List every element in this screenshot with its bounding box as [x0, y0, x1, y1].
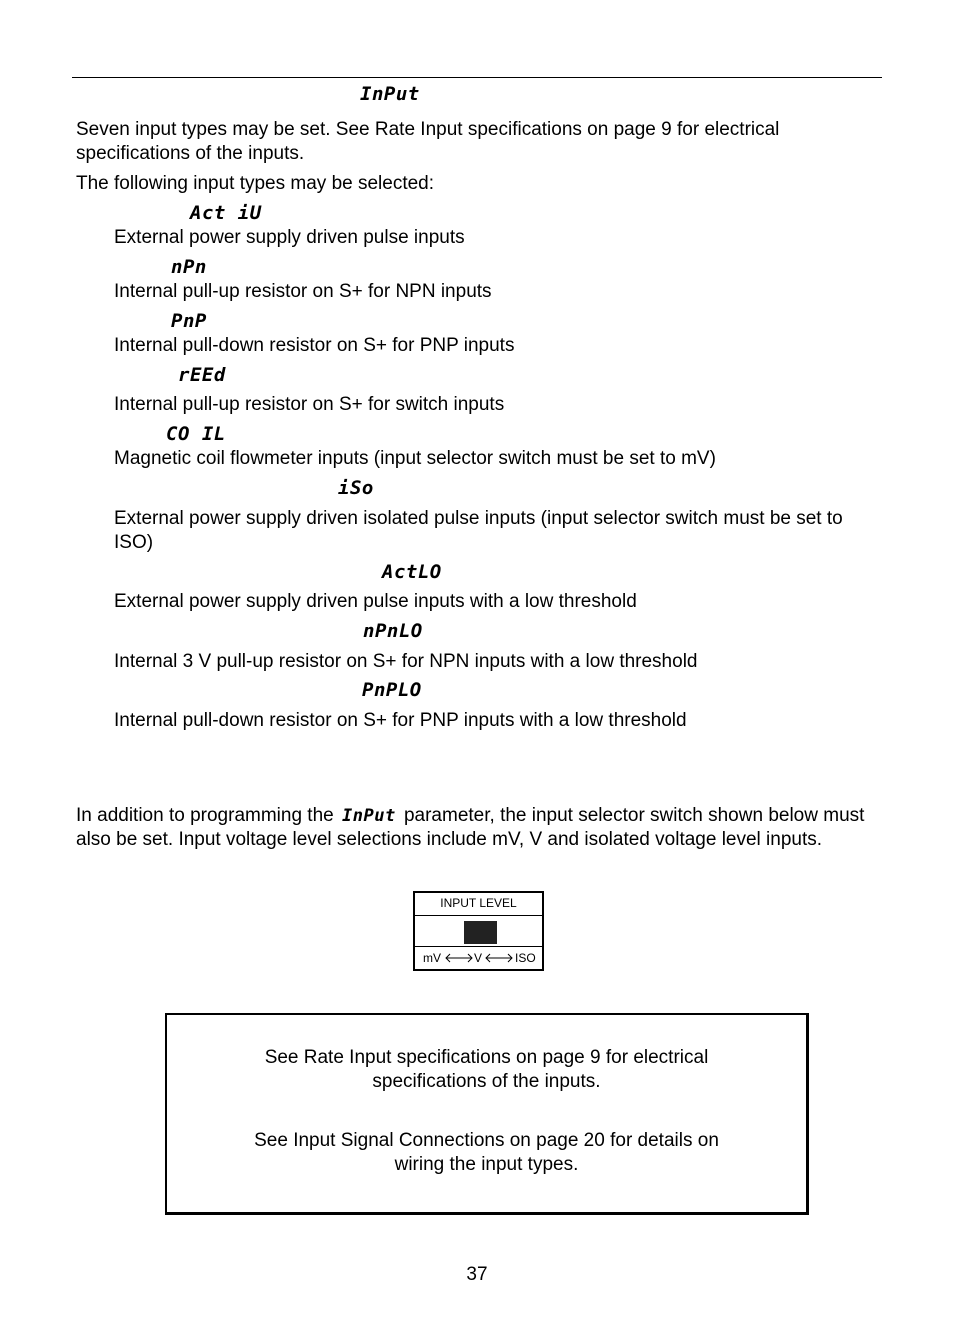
input-level-scale [415, 946, 542, 969]
header-rule [72, 77, 882, 78]
level-label-mv: mV [423, 951, 441, 965]
selector-switch-knob [464, 921, 497, 944]
input-type-description: Internal pull-up resistor on S+ for NPN inputs [114, 281, 492, 302]
selector-paragraph-before: In addition to programming the [76, 805, 334, 826]
note-signal-connections: See Input Signal Connections on page 20 for details on wiring the input types. [254, 1130, 719, 1175]
selector-paragraph [76, 804, 866, 852]
level-label-iso: ISO [515, 951, 536, 965]
input-type-code: nPn [171, 256, 207, 278]
level-label-v: V [474, 951, 483, 965]
selector-paragraph-after: parameter, the input selector switch shown below must also be set. Input voltage level selections include mV, V and isolated voltage level inputs. [76, 805, 865, 850]
note-rate-input: See Rate Input specifications on page 9 for electrical specifications of the inputs. [264, 1047, 709, 1092]
input-type-description: External power supply driven pulse inputs with a low threshold [114, 591, 637, 612]
selector-paragraph-code: InPut [342, 806, 396, 826]
input-type-code: nPnLO [363, 620, 423, 642]
input-type-code: rEEd [178, 364, 226, 386]
input-type-description: External power supply driven pulse inputs [114, 227, 465, 248]
intro-paragraph: Seven input types may be set. See Rate Input specifications on page 9 for electrical specifications of the inputs. [76, 119, 780, 164]
input-type-code: iSo [338, 477, 374, 499]
input-type-description: External power supply driven isolated pulse inputs (input selector switch must be set to ISO) [114, 508, 843, 553]
input-type-description: Internal pull-down resistor on S+ for PNP inputs [114, 335, 515, 356]
input-type-description: Internal 3 V pull-up resistor on S+ for NPN inputs with a low threshold [114, 651, 698, 672]
input-type-description: Magnetic coil flowmeter inputs (input selector switch must be set to mV) [114, 448, 716, 469]
input-type-code: PnPLO [362, 679, 422, 701]
input-type-description: Internal pull-down resistor on S+ for PNP inputs with a low threshold [114, 710, 687, 731]
double-arrow-icon [484, 953, 514, 963]
input-level-title: INPUT LEVEL [415, 893, 542, 916]
intro-list-lead: The following input types may be selected: [76, 173, 435, 194]
input-type-description: Internal pull-up resistor on S+ for switch inputs [114, 394, 505, 415]
input-type-code: PnP [171, 310, 207, 332]
input-type-code: ActLO [382, 561, 442, 583]
page-number: 37 [466, 1264, 488, 1285]
input-type-code: Act iU [190, 202, 262, 224]
input-level-switch-diagram [413, 891, 544, 971]
input-type-code: CO IL [166, 423, 226, 445]
note-box [165, 1013, 809, 1215]
double-arrow-icon [444, 953, 474, 963]
parameter-code-heading: InPut [360, 83, 420, 105]
